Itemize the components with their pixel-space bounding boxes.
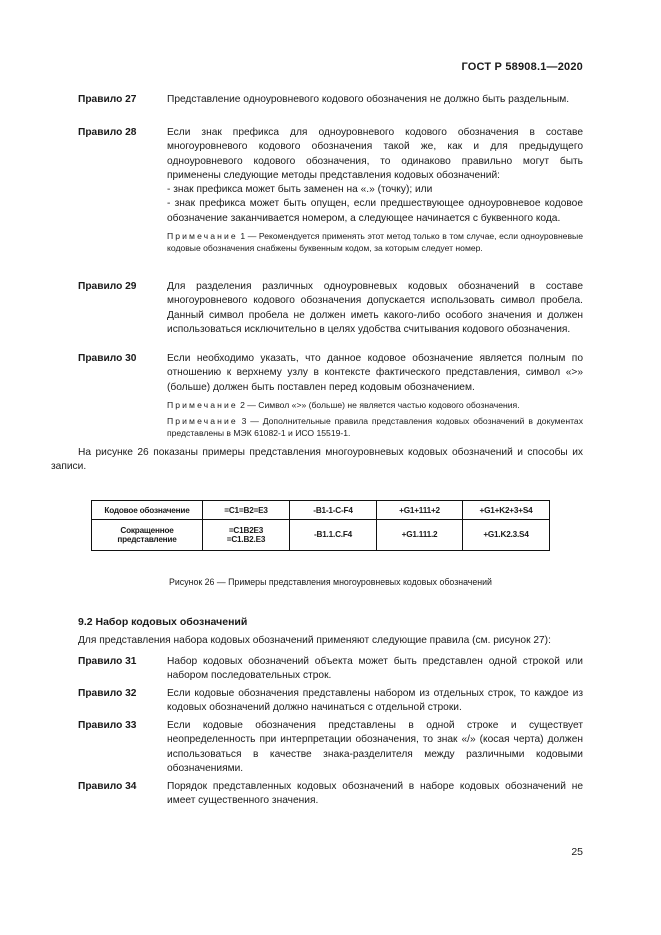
rule-33	[78, 719, 583, 776]
rule-32	[78, 687, 583, 716]
table-cell: =C1=B2=E3	[203, 501, 290, 520]
figure-26-table	[91, 500, 550, 551]
rule-list-item: - знак префикса может быть опущен, если предшествующее одноуровневое кодовое обозначение заканчивается номером, а следующее начинается с буквенного кода.	[167, 198, 583, 224]
rule-34	[78, 780, 583, 809]
rule-label: Правило 33	[78, 720, 137, 731]
note-3: Примечание 3 — Дополнительные правила представления кодовых обозначений в документах представлены в МЭК 61082-1 и ИСО 15519-1.	[167, 416, 583, 439]
document-header: ГОСТ Р 58908.1—2020	[461, 61, 583, 73]
table-header-cell: Кодовое обозначение	[92, 501, 203, 520]
rule-text: Если знак префикса для одноуровневого кодового обозначения в составе многоуровневого кодового обозначения такой же, как и для предыдущего одноуровневого кодового обозначения, то одинаково правильно могут быть применены следующие методы представления кодовых обозначений:	[167, 127, 583, 181]
rule-30	[78, 352, 583, 440]
rule-31	[78, 655, 583, 684]
rule-29	[78, 280, 583, 337]
rule-label: Правило 32	[78, 688, 137, 699]
figure-caption: Рисунок 26 — Примеры представления многоуровневых кодовых обозначений	[169, 577, 492, 587]
table-cell: +G1+K2+3+S4	[463, 501, 550, 520]
section-title: 9.2 Набор кодовых обозначений	[78, 616, 248, 628]
rule-27	[78, 93, 583, 107]
rule-label: Правило 27	[78, 94, 137, 105]
table-cell: -B1-1-C-F4	[290, 501, 377, 520]
rule-label: Правило 28	[78, 127, 137, 138]
rule-label: Правило 31	[78, 656, 137, 667]
rule-text: Набор кодовых обозначений объекта может быть представлен одной строкой или набором последовательных строк.	[167, 656, 583, 682]
rule-text: Если кодовые обозначения представлены в одной строке и существует неопределенность при интерпретации обозначения, то знак «/» (косая черта) должен использоваться в качестве знака-разделителя между различными кодовыми обозначениями.	[167, 720, 583, 774]
paragraph-fig27-intro: Для представления набора кодовых обозначений применяют следующие правила (см. рисунок 27):	[78, 635, 551, 646]
page-number: 25	[571, 846, 583, 858]
rule-label: Правило 30	[78, 353, 137, 364]
note-2: Примечание 2 — Символ «>» (больше) не является частью кодового обозначения.	[167, 399, 520, 410]
table-cell: +G1.111.2	[377, 520, 463, 551]
rule-text: Для разделения различных одноуровневых кодовых обозначений в составе многоуровневого кодового обозначения допускается использовать символ пробела. Данный символ пробела не должен иметь какого-либо особого значения и должен использоваться исключительно в целях удобства считывания кодового обозначения.	[167, 281, 583, 335]
paragraph-fig26-intro: На рисунке 26 показаны примеры представления многоуровневых кодовых обозначений и способы их записи.	[51, 447, 583, 473]
rule-label: Правило 29	[78, 281, 137, 292]
table-cell: +G1.K2.3.S4	[463, 520, 550, 551]
rule-text: Представление одноуровневого кодового обозначения не должно быть раздельным.	[167, 94, 570, 105]
table-header-cell: Сокращенное представление	[92, 520, 203, 551]
note-1: Примечание 1 — Рекомендуется применять этот метод только в том случае, если одноуровневые кодовые обозначения снабжены буквенным кодом, за которым следует номер.	[167, 231, 583, 253]
rule-label: Правило 34	[78, 781, 137, 792]
rule-28	[78, 126, 583, 254]
rule-list-item: - знак префикса может быть заменен на «.» (точку); или	[167, 184, 433, 196]
table-cell: +G1+111+2	[377, 501, 463, 520]
rule-text: Если необходимо указать, что данное кодовое обозначение является полным по отношению к верхнему узлу в контексте фактического представления, символ «>» (больше) должен быть поставлен перед кодовым обозначением.	[167, 353, 583, 393]
rule-text: Если кодовые обозначения представлены набором из отдельных строк, то каждое из кодовых обозначений должно начинаться с отдельной строки.	[167, 688, 583, 714]
table-cell: -B1.1.C.F4	[290, 520, 377, 551]
rule-text: Порядок представленных кодовых обозначений в наборе кодовых обозначений не имеет существенного значения.	[167, 781, 583, 807]
table-cell: =C1B2E3 =C1.B2.E3	[203, 520, 290, 551]
